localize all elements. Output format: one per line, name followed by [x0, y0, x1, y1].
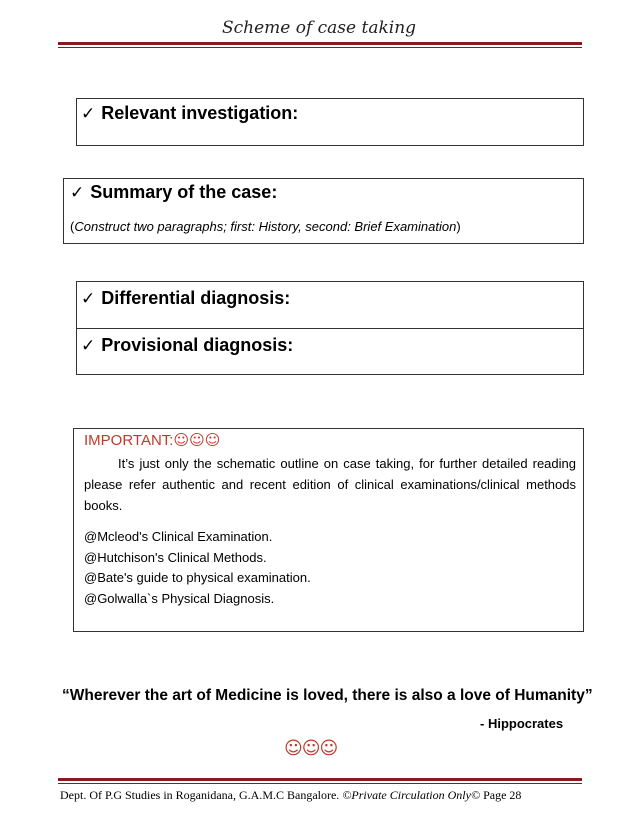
reference-item: @Mcleod's Clinical Examination.: [84, 529, 273, 544]
summary-box: [63, 178, 584, 244]
diagnosis-box: [76, 281, 584, 375]
provisional-diagnosis-label: Provisional diagnosis:: [101, 335, 294, 355]
relevant-investigation-label: Relevant investigation:: [101, 103, 299, 123]
reference-item: @Hutchison's Clinical Methods.: [84, 549, 267, 565]
quote-author: - Hippocrates: [480, 716, 564, 731]
important-note-box: [73, 428, 584, 632]
smiley-icon: ☺☺☺: [173, 431, 221, 449]
header-rule: [58, 42, 582, 45]
summary-heading: [70, 182, 277, 203]
footer-rule-thin: [58, 783, 582, 784]
differential-diagnosis-row: [77, 282, 583, 329]
footer-dept: Dept. Of P.G Studies in Roganidana, G.A.M.C Bangalore.: [60, 788, 340, 802]
footer-rule: [58, 778, 582, 781]
checkmark-icon: ✓: [81, 103, 96, 124]
important-title: [84, 431, 220, 449]
footer: [60, 788, 521, 803]
provisional-diagnosis-row: [77, 329, 583, 376]
checkmark-icon: ✓: [81, 335, 96, 356]
reference-item: @Golwalla`s Physical Diagnosis.: [84, 590, 275, 606]
important-paragraph: It’s just only the schematic outline on case taking, for further detailed reading please refer authentic and recent edition of clinical examinations/clinical methods books.: [84, 456, 576, 513]
important-label: IMPORTANT:: [84, 432, 174, 449]
page-header-title: Scheme of case taking: [221, 18, 417, 38]
relevant-investigation-box: [76, 98, 584, 146]
differential-diagnosis-label: Differential diagnosis:: [101, 288, 291, 308]
summary-label: Summary of the case:: [90, 182, 278, 202]
reference-list: [84, 527, 311, 609]
reference-item: @Bate's guide to physical examination.: [84, 570, 311, 585]
header-rule-thin: [58, 47, 582, 48]
quote-text: “Wherever the art of Medicine is loved, there is also a love of Humanity”: [62, 687, 593, 704]
footer-private: ©Private Circulation Only©: [342, 788, 481, 802]
summary-instruction-text: Construct two paragraphs; first: History, second: Brief Examination: [74, 219, 457, 234]
smiley-icon: ☺☺☺: [284, 738, 338, 759]
checkmark-icon: ✓: [81, 288, 96, 309]
differential-diagnosis-heading: [81, 288, 290, 309]
page-number: Page 28: [483, 788, 522, 802]
checkmark-icon: ✓: [70, 182, 85, 203]
summary-instruction: (Construct two paragraphs; first: History, second: Brief Examination): [70, 219, 461, 234]
provisional-diagnosis-heading: [81, 335, 293, 356]
relevant-investigation-heading: [81, 103, 298, 124]
